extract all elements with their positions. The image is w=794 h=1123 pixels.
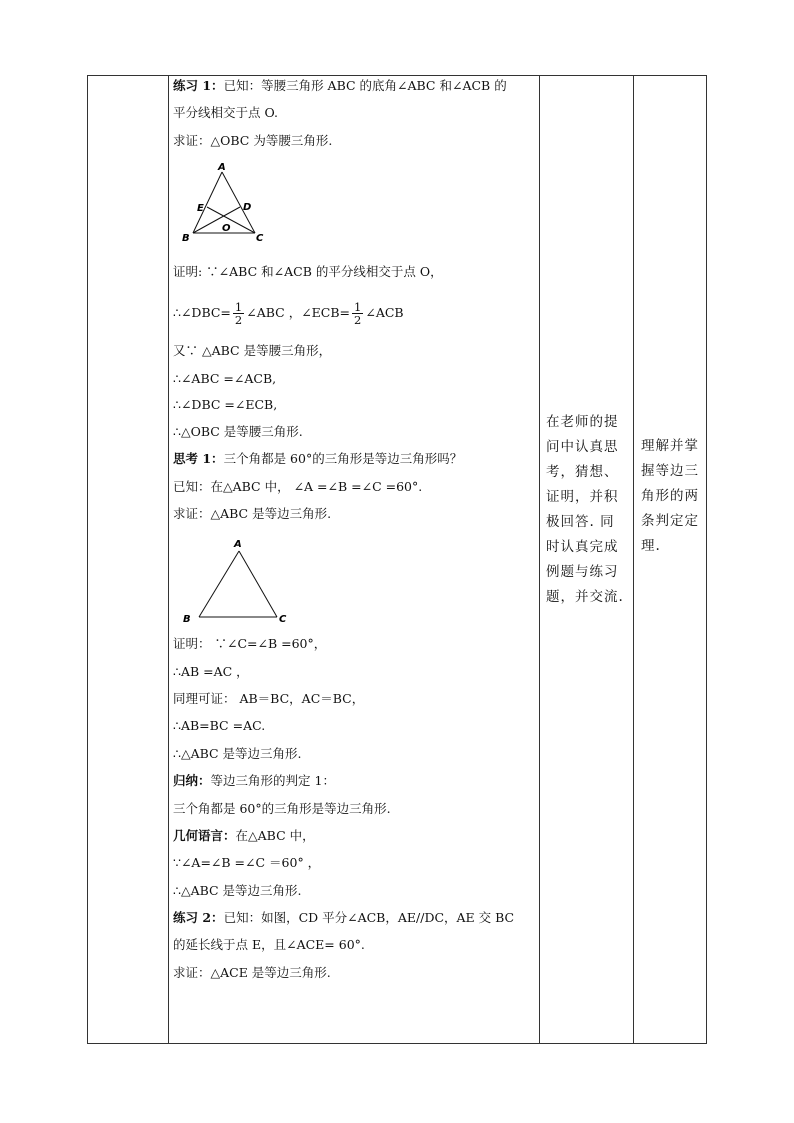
geometric-language: 几何语言：在△ABC 中， [173, 828, 315, 843]
isosceles-triangle-figure [177, 161, 267, 241]
think1-prove: 求证：△ABC 是等边三角形. [173, 506, 332, 521]
exercise1-given-cont: 平分线相交于点 O. [173, 105, 278, 120]
proof2-line5: ∴△ABC 是等边三角形. [173, 746, 302, 761]
fig1-label-O: O [222, 223, 231, 234]
exercise1-label: 练习 1： [173, 78, 224, 93]
fig2-label-C: C [279, 614, 287, 625]
proof2-line1: 证明： ∵∠C=∠B =60°， [173, 636, 327, 651]
fig1-label-C: C [256, 233, 264, 241]
think1-given: 已知：在△ABC 中， ∠A =∠B =∠C =60°. [173, 479, 423, 494]
geometric-line3: ∴△ABC 是等边三角形. [173, 883, 302, 898]
proof1-line5: ∴∠DBC =∠ECB, [173, 397, 278, 412]
fig1-label-E: E [197, 203, 204, 214]
exercise1-prove: 求证：△OBC 为等腰三角形. [173, 133, 333, 148]
proof1-line1: 证明: ∵∠ABC 和∠ACB 的平分线相交于点 O， [173, 264, 443, 279]
fig2-label-A: A [234, 539, 242, 550]
fig1-label-B: B [182, 233, 190, 241]
exercise2-given: 练习 2：已知：如图，CD 平分∠ACB，AE//DC，AE 交 BC [173, 910, 515, 925]
proof2-line3: 同理可证： AB＝BC，AC＝BC， [173, 691, 365, 706]
proof1-line3: 又∵ △ABC 是等腰三角形， [173, 343, 332, 358]
exercise2-given-cont: 的延长线于点 E，且∠ACE= 60°. [173, 937, 365, 952]
proof2-line2: ∴AB =AC ， [173, 664, 249, 679]
fraction-half: $\frac{1}{2}$ [354, 300, 362, 327]
proof1-line6: ∴△OBC 是等腰三角形. [173, 424, 303, 439]
proof1-line4: ∴∠ABC =∠ACB, [173, 371, 277, 386]
column-divider-1 [168, 76, 169, 1043]
fraction-half: $\frac{1}{2}$ [234, 300, 243, 327]
column-divider-2 [539, 76, 540, 1043]
fig2-label-B: B [183, 614, 191, 625]
fig1-label-D: D [243, 202, 252, 213]
exercise2-prove: 求证：△ACE 是等边三角形. [173, 965, 331, 980]
induction: 归纳：等边三角形的判定 1： [173, 773, 335, 788]
fig1-label-A: A [218, 162, 226, 173]
geometric-line2: ∵∠A=∠B =∠C ＝60° ， [173, 855, 321, 870]
lesson-table [87, 75, 707, 1044]
proof1-line2: ∴∠DBC= $\frac{1}{2}$ ∠ABC ，∠ECB= $\frac{1}{2}$ ∠ACB [173, 300, 404, 327]
induction-rule: 三个角都是 60°的三角形是等边三角形. [173, 801, 391, 816]
column-divider-3 [633, 76, 634, 1043]
think1-question: 思考 1：三个角都是 60°的三角形是等边三角形吗？ [173, 451, 463, 466]
design-intent-cell: 理解并掌握等边三角形的两条判定定理. [641, 438, 699, 554]
equilateral-triangle-figure [179, 536, 289, 626]
exercise1-given: 练习 1：已知：等腰三角形 ABC 的底角∠ABC 和∠ACB 的 [173, 78, 507, 93]
proof2-line4: ∴AB=BC =AC. [173, 718, 266, 733]
student-activity-cell: 在老师的提问中认真思考，猜想、证明，并积极回答. 同时认真完成例题与练习题，并交流. [546, 414, 624, 605]
